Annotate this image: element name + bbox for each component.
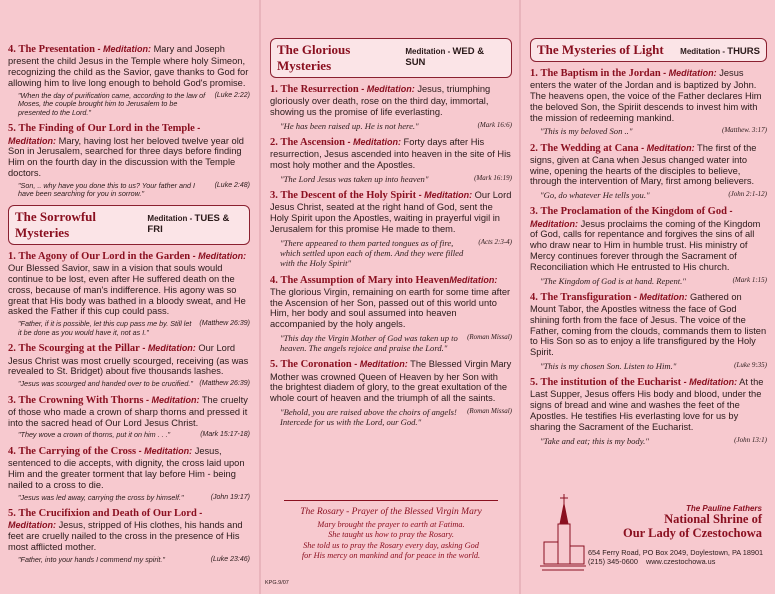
mystery-separator: - [139, 343, 148, 354]
mystery-separator: - [94, 44, 103, 54]
quote-text: "He has been raised up. He is not here." [280, 120, 419, 131]
scripture-quote [18, 380, 250, 389]
mystery-number: 2. [530, 142, 538, 154]
mystery-title: The Wedding at Cana [540, 142, 639, 154]
sorrowful-meditation-label: Meditation [147, 214, 188, 224]
mystery-item [270, 275, 512, 354]
mystery-item [270, 190, 512, 268]
mystery-separator: - [143, 394, 152, 405]
mystery-item [530, 377, 767, 446]
scripture-quote [18, 320, 250, 337]
mystery-title: The Agony of Our Lord in the Garden [18, 251, 191, 263]
quote-reference: (Roman Missal) [467, 406, 512, 415]
quote-reference: (Matthew. 3:17) [722, 126, 767, 135]
meditation-text: The glorious Virgin, remaining on earth for some time after the Ascension of her Son, passed out of this world unto Him, her body and soul assumed into heaven accompanied by the holy angels. [270, 286, 511, 330]
shrine-website[interactable]: www.czestochowa.us [646, 557, 716, 567]
glorious-mysteries-header: The Glorious Mysteries Meditation - WED & SUN [270, 38, 512, 78]
rosary-line: for His mercy on mankind and for peace in the world. [301, 551, 481, 561]
quote-reference: (Mark 16:19) [474, 173, 512, 182]
meditation-text: Mary, having lost her beloved twelve year old Son in Jerusalem, searched for three days before finding Him on the fourth day in the discussion with the Temple doctors. [8, 135, 244, 178]
quote-text: "They wove a crown of thorns, put it on him . . ." [18, 430, 171, 440]
mystery-item [8, 343, 250, 388]
mystery-title: The Ascension [280, 137, 345, 149]
mystery-separator: - [196, 508, 203, 519]
mystery-item [8, 508, 250, 564]
mystery-number: 5. [8, 508, 16, 520]
light-meditation-label: Meditation [680, 47, 721, 56]
rosary-line: Mary brought the prayer to earth at Fatima. [317, 520, 465, 529]
shrine-phone: (215) 345-0600 [588, 557, 638, 567]
scripture-quote [540, 190, 767, 200]
shrine-name-2: Our Lady of Czestochowa [622, 525, 762, 540]
meditation-text: Jesus enters the water of the Jordan and is baptized by John. The heavens open, the voice of the Father declares Him the beloved Son, the Spiriit descends to invest him with the mission of redeeming mankind. [530, 68, 762, 123]
mystery-title: The Proclamation of the Kingdom of God [540, 206, 727, 218]
mystery-separator: - [351, 359, 360, 370]
scripture-quote [18, 431, 250, 440]
meditation-label: Meditation: [424, 190, 473, 201]
mystery-number: 1. [530, 68, 538, 79]
meditation-text: Mary and Joseph present the child Jesus in the Temple where holy Simeon, recognizing the child as the Savior, gave thanks to God for allowing him to live long enough to behold God's promise. [8, 44, 249, 88]
mystery-separator: - [660, 68, 669, 78]
meditation-text: At the Last Supper, Jesus offers His body and blood, under the signs of bread and wine and washes the feet of the Apostles. He testifies His everlasting love for us by sharing the Sacrament of the Eucharist. [530, 377, 764, 432]
rosary-line: She told us to pray the Rosary every day, asking God [303, 540, 479, 550]
meditation-label: Meditation: [352, 137, 401, 148]
meditation-label: Meditation: [639, 291, 688, 302]
mystery-number: 4. [270, 274, 278, 286]
mystery-item [530, 143, 767, 201]
quote-text: "This is my beloved Son .." [540, 126, 633, 137]
mystery-title: The Coronation [280, 359, 352, 371]
meditation-label: Meditation: [102, 44, 151, 54]
meditation-text: Jesus, triumphing gloriously over death, rose on the third day, immortal, showing us the promise of life everlasting. [270, 84, 491, 117]
sorrowful-mysteries-header: The Sorrowful Mysteries Meditation - TUES & FRI [8, 205, 250, 245]
meditation-label: Meditation: [8, 520, 56, 531]
shrine-name-1: National Shrine of [664, 512, 762, 526]
scripture-quote [280, 174, 512, 184]
quote-text: "Behold, you are raised above the choirs of angels! Intercede for us with the Lord, our God." [280, 406, 457, 428]
mystery-item [8, 251, 250, 337]
scripture-quote [280, 238, 512, 269]
quote-reference: (Matthew 26:39) [199, 380, 250, 388]
meditation-label: Meditation: [359, 359, 408, 370]
quote-reference: (Mark 16:6) [477, 120, 512, 129]
scripture-quote [18, 92, 250, 118]
light-days: THURS [727, 46, 760, 57]
quote-reference: (Matthew 26:39) [199, 320, 250, 328]
quote-text: "Father, into your hands I commend my spirit." [18, 554, 165, 564]
meditation-text: Forty days after His resurrection, Jesus ascended into heaven in the site of His most holy mother and the Apostles. [270, 137, 511, 170]
rosary-divider [284, 500, 498, 501]
quote-reference: (John 19:17) [210, 493, 250, 501]
mystery-separator: - [194, 123, 201, 134]
mystery-separator: - [344, 137, 353, 148]
mystery-title: The Crucifixion and Death of Our Lord [18, 508, 197, 520]
mystery-separator: - [136, 446, 145, 457]
mystery-item [530, 206, 767, 285]
mystery-item [8, 44, 250, 117]
mystery-number: 5. [8, 123, 16, 135]
quote-text: "Father, if it is possible, let this cup pass me by. Still let it be done as you would have it, not as I." [18, 319, 192, 337]
meditation-label: Meditation: [144, 446, 193, 457]
mystery-title: The Carrying of the Cross [18, 446, 137, 458]
mystery-number: 2. [8, 343, 16, 355]
mystery-item [530, 292, 767, 371]
meditation-text: The cruelty of those who made a crown of sharp thorns and pressed it into the sacred head of Our Lord Jesus Christ. [8, 394, 248, 428]
scripture-quote [18, 182, 250, 199]
quote-text: "This is my chosen Son. Listen to Him." [540, 360, 677, 371]
scripture-quote [540, 361, 767, 371]
rosary-title: The Rosary - Prayer of the Blessed Virgin Mary [300, 507, 482, 517]
glorious-meditation-label: Meditation [405, 47, 446, 56]
quote-text: "Take and eat; this is my body." [540, 435, 649, 446]
mystery-title: The Presentation [18, 44, 95, 55]
mystery-title: The Finding of Our Lord in the Temple [18, 123, 195, 135]
scripture-quote [18, 494, 250, 503]
mystery-number: 4. [8, 446, 16, 458]
mystery-item [270, 137, 512, 184]
quote-reference: (Roman Missal) [467, 332, 512, 341]
quote-text: "Jesus was led away, carrying the cross by himself." [18, 492, 184, 502]
meditation-text: Gathered on Mount Tabor, the Apostles witness the face of God shining forth from the face of Jesus. The voice of the Father, coming from the clouds, commands them to listen to His Son so as to enjoy a life transfigured by the Holy Spirit. [530, 291, 767, 358]
meditation-label: Meditation: [198, 251, 247, 262]
scripture-quote [540, 276, 767, 286]
meditation-label: Meditation: [147, 343, 196, 354]
meditation-label: Meditation: [689, 377, 738, 388]
rosary-box [274, 500, 508, 561]
mystery-number: 3. [530, 206, 538, 218]
meditation-label: Meditation: [151, 394, 200, 405]
mystery-number: 4. [530, 291, 538, 303]
fold-line-left [259, 0, 261, 594]
mystery-separator: - [631, 291, 640, 302]
shrine-footer [540, 490, 770, 590]
mystery-separator: - [358, 84, 367, 94]
mystery-number: 5. [530, 377, 538, 389]
mystery-number: 1. [270, 84, 278, 95]
quote-text: "The Kingdom of God is at hand. Repent." [540, 275, 686, 286]
mystery-separator: - [416, 190, 425, 201]
scripture-quote [280, 333, 512, 354]
mystery-separator: - [681, 377, 690, 388]
shrine-address: 654 Ferry Road, PO Box 2049, Doylestown, PA 18901 [588, 548, 764, 557]
quote-reference: (Luke 9:35) [734, 360, 767, 369]
glorious-days: WED & SUN [405, 46, 485, 68]
scripture-quote [18, 556, 250, 565]
mystery-item [270, 84, 512, 131]
mystery-title: The Resurrection [280, 84, 359, 95]
shrine-org: The Pauline Fathers [685, 504, 762, 513]
quote-reference: (Luke 2:48) [214, 181, 250, 189]
meditation-text: Our Blessed Savior, saw in a vision that souls would continue to be lost, even after He suffered death on the cross, because of man's indifference. His agony was so great that His body was bathed in a bloody sweat, and He asked the Father if this cup could pass. [8, 263, 246, 317]
quote-text: "Go, do whatever He tells you." [540, 190, 650, 201]
mystery-number: 3. [270, 190, 278, 202]
scripture-quote [540, 436, 767, 446]
light-mysteries-header: The Mysteries of Light Meditation - THURS [530, 38, 767, 62]
mystery-title: The Scourging at the Pillar [18, 343, 140, 355]
panel-joyful-continued [0, 0, 258, 594]
mystery-separator: - [190, 251, 199, 262]
mystery-separator: - [638, 142, 647, 153]
mystery-title: The Baptism in the Jordan [540, 68, 661, 79]
meditation-text: Jesus, stripped of His clothes, his hands and feet are cruelly nailed to the cross in the presence of His most afflicted mother. [8, 520, 243, 553]
quote-reference: (Acts 2:3-4) [478, 237, 512, 246]
quote-reference: (John 13:1) [734, 435, 767, 444]
sorrowful-title: The Sorrowful Mysteries [15, 209, 97, 241]
light-title: The Mysteries of Light [537, 42, 664, 57]
quote-text: "Son, .. why have you done this to us? Your father and I have been searching for you in sorrow." [18, 180, 196, 199]
mystery-title: The Assumption of Mary into Heaven [280, 274, 450, 286]
meditation-text: Our Lord Jesus Christ was most cruelly scourged, receiving (as was revealed to St. Bridget) about five thousands lashes. [8, 343, 249, 377]
scripture-quote [280, 121, 512, 131]
quote-text: "Jesus was scourged and handed over to be crucified." [18, 379, 193, 389]
mystery-item [530, 68, 767, 137]
quote-text: "There appeared to them parted tongues as of fire, which settled upon each of them. And they were filled with the Holy Spirit" [280, 237, 464, 269]
quote-text: "The Lord Jesus was taken up into heaven" [280, 173, 429, 184]
mystery-number: 3. [8, 394, 16, 406]
quote-text: "This day the Virgin Mother of God was taken up to heaven. The angels rejoice and praise the Lord." [280, 332, 458, 354]
meditation-label: Meditation: [449, 274, 498, 285]
quote-reference: (John 2:1-12) [728, 190, 767, 199]
meditation-label: Meditation: [668, 68, 717, 78]
mystery-separator: - [726, 206, 733, 217]
mystery-title: The Descent of the Holy Spirit [280, 190, 417, 202]
rosary-line: She taught us how to pray the Rosary. [328, 530, 454, 540]
mystery-title: The Transfiguration [540, 291, 632, 303]
meditation-text: Our Lord Jesus Christ, seated at the right hand of God, sent the Holy Spirit upon the Apostles, waiting in prayerful vigil in Jerusalem for this promise He made to them. [270, 190, 512, 234]
meditation-label: Meditation: [366, 84, 415, 94]
mystery-title: The Crowning With Thorns [18, 394, 144, 406]
meditation-text: The first of the signs, given at Cana when Jesus changed water into wine, opening the hearts of the disciples to believe, through the intervention of Mary, first among believers. [530, 142, 757, 187]
mystery-title: The institution of the Eucharist [540, 377, 682, 389]
mystery-number: 4. [8, 44, 16, 55]
meditation-label: Meditation: [530, 218, 578, 229]
mystery-item [8, 395, 250, 440]
glorious-title: The Glorious Mysteries [277, 42, 351, 73]
sorrowful-days: TUES & FRI [147, 213, 230, 236]
scripture-quote [280, 407, 512, 428]
quote-reference: (Luke 2:22) [214, 91, 250, 99]
meditation-text: The Blessed Virgin Mary Mother was crowned Queen of Heaven by her Son with the brightest diadem of glory, to the great exultation of the whole court of heaven and the triumph of all the saints. [270, 359, 512, 404]
meditation-text: Jesus proclaims the coming of the Kingdom of God, calls for repentance and forgives the sins of all who draw near to Him in humble trust. His ministry of Mercy continues forever through the Sacrament of Reconciliation which He entrusted to His church. [530, 218, 761, 272]
quote-reference: (Mark 1:15) [732, 275, 767, 284]
quote-text: "When the day of purification came, according to the law of Moses, the couple brought him to Jerusalem to be presented to the Lord." [18, 90, 206, 117]
meditation-label: Meditation: [646, 142, 695, 153]
quote-reference: (Luke 23:46) [210, 555, 250, 563]
mystery-item [8, 123, 250, 199]
meditation-text: Jesus, sentenced to die accepts, with dignity, the cross laid upon Him and the greater torment that lay before Him - being nailed to a cross to die. [8, 446, 245, 490]
church-icon [540, 490, 586, 586]
mystery-number: 2. [270, 137, 278, 149]
mystery-item [270, 359, 512, 427]
mystery-number: 1. [8, 251, 16, 263]
mystery-number: 5. [270, 359, 278, 371]
mystery-item [8, 446, 250, 502]
quote-reference: (Mark 15:17-18) [200, 431, 250, 439]
print-code: KPG.9/07 [265, 580, 289, 586]
meditation-label: Meditation: [8, 135, 56, 146]
scripture-quote [540, 126, 767, 136]
